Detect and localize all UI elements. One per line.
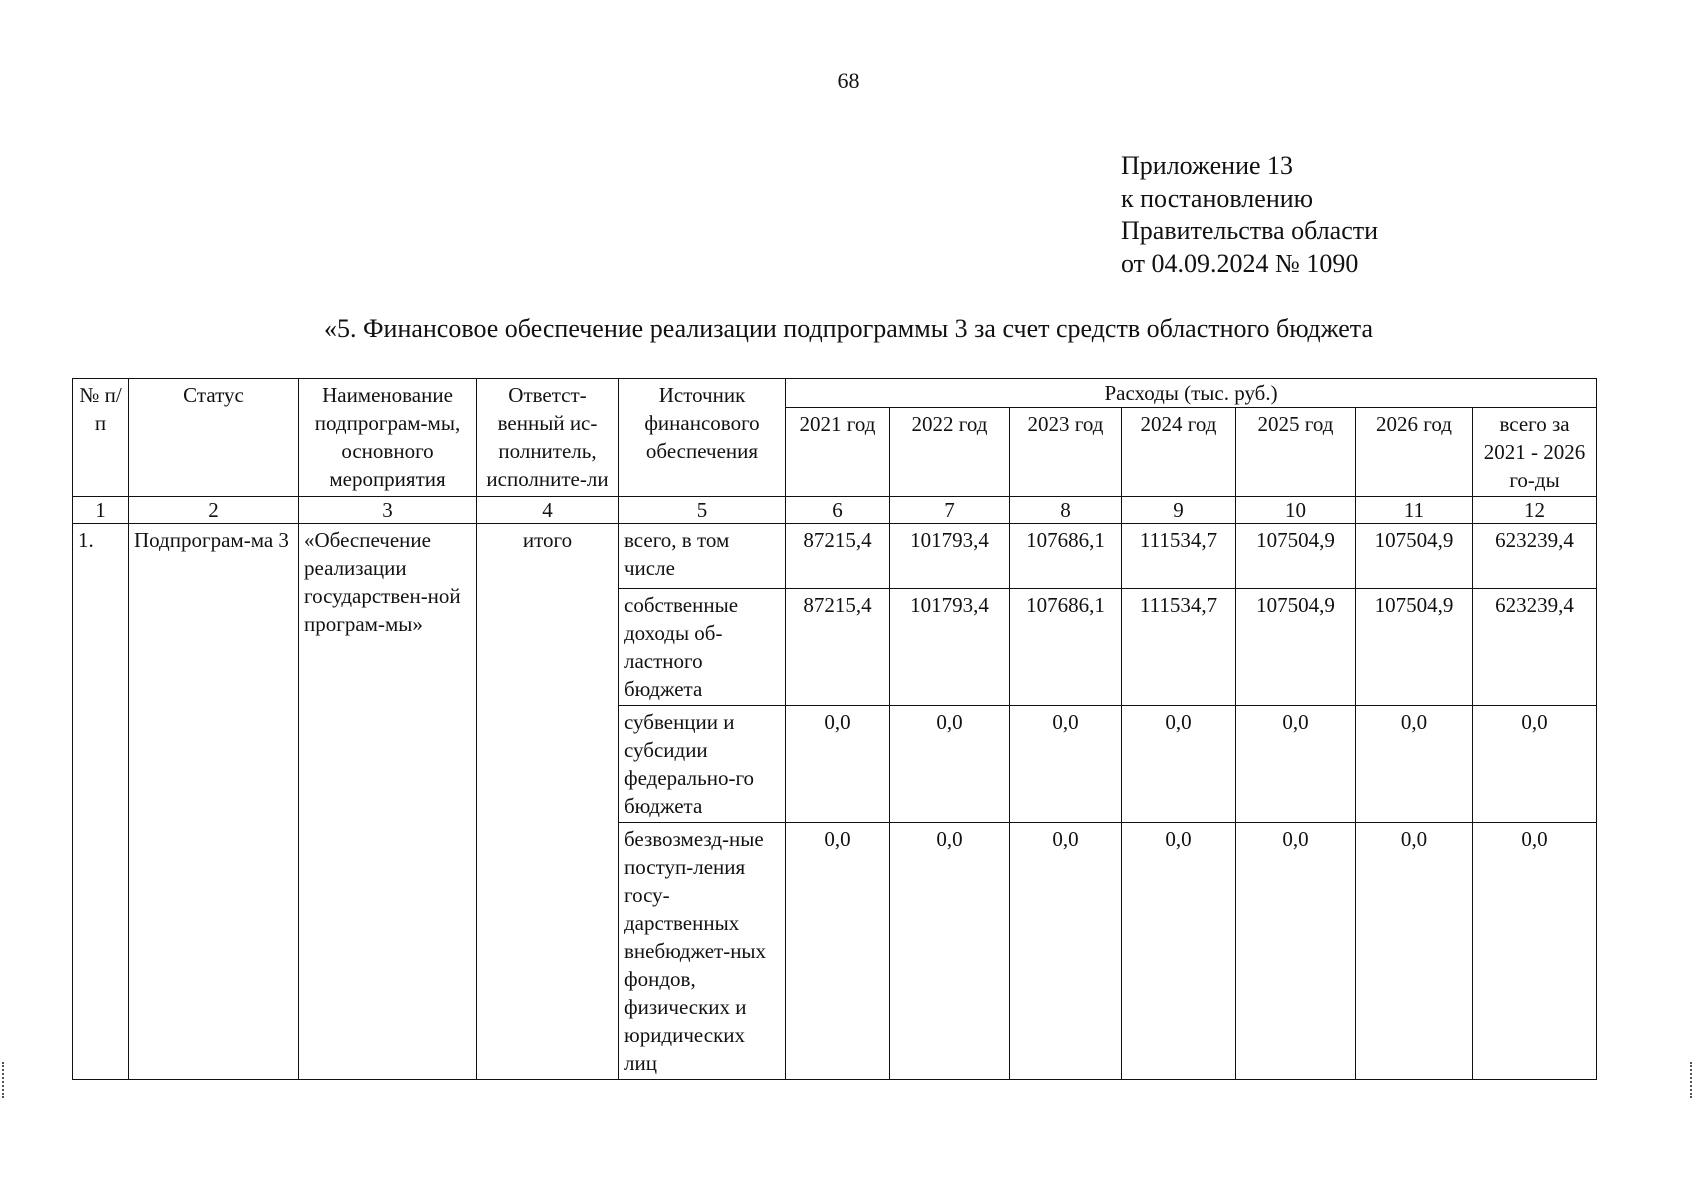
scan-margin-mark [2, 1062, 10, 1098]
column-number-row [73, 497, 1597, 524]
source-label: собственные доходы об-ластного бюджета [619, 589, 786, 706]
value-cell: 0,0 [1122, 823, 1236, 1080]
row-name: «Обеспечение реализации государствен-ной програм-мы» [299, 524, 477, 1080]
value-cell: 107686,1 [1010, 589, 1122, 706]
value-cell: 0,0 [1010, 823, 1122, 1080]
column-number: 8 [1010, 497, 1122, 524]
value-cell: 0,0 [1236, 706, 1356, 823]
column-number: 12 [1473, 497, 1597, 524]
value-cell: 0,0 [890, 706, 1010, 823]
budget-table [72, 378, 1597, 1080]
row-responsible: итого [477, 524, 619, 1080]
source-label: субвенции и субсидии федерально-го бюджета [619, 706, 786, 823]
appendix-line: от 04.09.2024 № 1090 [1121, 248, 1359, 278]
value-cell: 623239,4 [1473, 589, 1597, 706]
column-number: 10 [1236, 497, 1356, 524]
header-year: 2024 год [1122, 408, 1236, 497]
header-total: всего за 2021 - 2026 го-ды [1473, 408, 1597, 497]
row-num: 1. [73, 524, 129, 1080]
value-cell: 107504,9 [1356, 589, 1473, 706]
value-cell: 111534,7 [1122, 524, 1236, 589]
value-cell: 0,0 [1356, 823, 1473, 1080]
page-number: 68 [837, 68, 860, 93]
column-number: 9 [1122, 497, 1236, 524]
value-cell: 0,0 [890, 823, 1010, 1080]
value-cell: 0,0 [786, 823, 890, 1080]
column-number: 7 [890, 497, 1010, 524]
value-cell: 0,0 [1122, 706, 1236, 823]
appendix-block [1121, 150, 1378, 280]
column-number: 3 [299, 497, 477, 524]
header-source: Источник финансового обеспечения [619, 379, 786, 497]
header-name: Наименование подпрограм-мы, основного мероприятия [299, 379, 477, 497]
header-num: № п/п [73, 379, 129, 497]
header-status: Статус [129, 379, 299, 497]
table-header-row [73, 379, 1597, 408]
value-cell: 623239,4 [1473, 524, 1597, 589]
column-number: 4 [477, 497, 619, 524]
column-number: 11 [1356, 497, 1473, 524]
column-number: 6 [786, 497, 890, 524]
value-cell: 101793,4 [890, 524, 1010, 589]
column-number: 1 [73, 497, 129, 524]
value-cell: 87215,4 [786, 524, 890, 589]
appendix-line: Приложение 13 [1121, 151, 1294, 180]
value-cell: 107504,9 [1356, 524, 1473, 589]
value-cell: 111534,7 [1122, 589, 1236, 706]
value-cell: 0,0 [1473, 706, 1597, 823]
header-year: 2025 год [1236, 408, 1356, 497]
appendix-line: к постановлению [1121, 183, 1314, 213]
header-expenses: Расходы (тыс. руб.) [786, 379, 1597, 408]
value-cell: 0,0 [786, 706, 890, 823]
value-cell: 0,0 [1010, 706, 1122, 823]
value-cell: 0,0 [1473, 823, 1597, 1080]
value-cell: 87215,4 [786, 589, 890, 706]
source-label: безвозмезд-ные поступ-ления госу-дарственных внебюджет-ных фондов, физических и юридических лиц [619, 823, 786, 1080]
column-number: 2 [129, 497, 299, 524]
value-cell: 107504,9 [1236, 524, 1356, 589]
scan-margin-mark [1690, 1062, 1697, 1098]
header-year: 2021 год [786, 408, 890, 497]
header-responsible: Ответст-венный ис-полнитель, исполните-ли [477, 379, 619, 497]
row-status: Подпрограм-ма 3 [129, 524, 299, 1080]
header-year: 2022 год [890, 408, 1010, 497]
document-heading: «5. Финансовое обеспечение реализации подпрограммы 3 за счет средств областного бюджета [323, 314, 1373, 343]
column-number: 5 [619, 497, 786, 524]
header-year: 2026 год [1356, 408, 1473, 497]
value-cell: 0,0 [1236, 823, 1356, 1080]
header-year: 2023 год [1010, 408, 1122, 497]
table-row [73, 524, 1597, 589]
appendix-line: Правительства области [1121, 216, 1379, 245]
value-cell: 0,0 [1356, 706, 1473, 823]
value-cell: 107504,9 [1236, 589, 1356, 706]
value-cell: 101793,4 [890, 589, 1010, 706]
value-cell: 107686,1 [1010, 524, 1122, 589]
source-label: всего, в том числе [619, 524, 786, 589]
